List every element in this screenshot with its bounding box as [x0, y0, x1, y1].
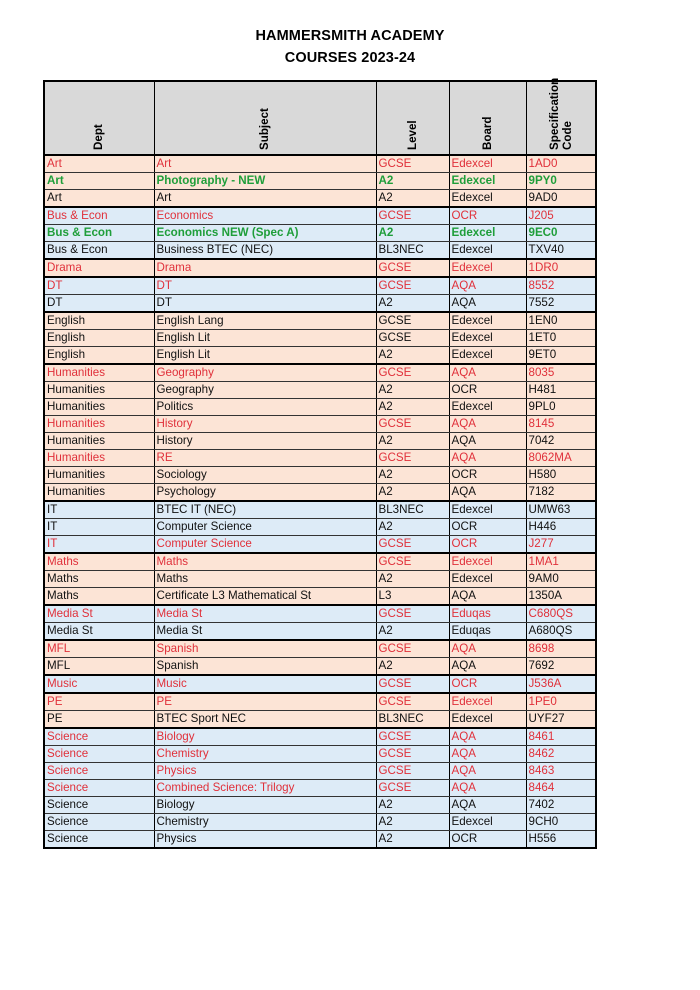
cell-subject: Media St — [154, 605, 376, 623]
cell-subject: Biology — [154, 797, 376, 814]
cell-code: 8552 — [526, 277, 596, 295]
cell-level: A2 — [376, 797, 449, 814]
cell-dept: English — [44, 312, 154, 330]
cell-code: 9AM0 — [526, 571, 596, 588]
cell-dept: Humanities — [44, 399, 154, 416]
table-row — [44, 553, 596, 571]
cell-code: J277 — [526, 536, 596, 554]
table-row — [44, 259, 596, 277]
cell-dept: Media St — [44, 623, 154, 641]
cell-board: AQA — [449, 364, 526, 382]
cell-board: AQA — [449, 416, 526, 433]
cell-level: A2 — [376, 225, 449, 242]
cell-dept: Humanities — [44, 467, 154, 484]
cell-board: Edexcel — [449, 190, 526, 208]
cell-dept: IT — [44, 519, 154, 536]
cell-level: A2 — [376, 295, 449, 313]
cell-board: AQA — [449, 450, 526, 467]
cell-dept: Science — [44, 831, 154, 849]
cell-subject: Politics — [154, 399, 376, 416]
cell-board: AQA — [449, 780, 526, 797]
cell-level: GCSE — [376, 675, 449, 693]
cell-dept: Maths — [44, 588, 154, 606]
table-row — [44, 242, 596, 260]
cell-code: 8035 — [526, 364, 596, 382]
cell-board: AQA — [449, 295, 526, 313]
cell-level: GCSE — [376, 693, 449, 711]
cell-board: OCR — [449, 519, 526, 536]
table-row — [44, 416, 596, 433]
courses-table-body — [44, 155, 596, 848]
cell-level: A2 — [376, 814, 449, 831]
cell-code: 9ET0 — [526, 347, 596, 365]
table-row — [44, 623, 596, 641]
cell-subject: Economics NEW (Spec A) — [154, 225, 376, 242]
cell-dept: Science — [44, 746, 154, 763]
cell-subject: Spanish — [154, 658, 376, 676]
cell-board: Edexcel — [449, 399, 526, 416]
cell-level: GCSE — [376, 207, 449, 225]
cell-dept: Humanities — [44, 382, 154, 399]
cell-subject: Photography - NEW — [154, 173, 376, 190]
table-row — [44, 605, 596, 623]
cell-subject: Computer Science — [154, 519, 376, 536]
cell-subject: Art — [154, 190, 376, 208]
cell-level: A2 — [376, 382, 449, 399]
cell-code: A680QS — [526, 623, 596, 641]
cell-board: Edexcel — [449, 347, 526, 365]
cell-code: 9CH0 — [526, 814, 596, 831]
cell-code: 1ET0 — [526, 330, 596, 347]
cell-level: GCSE — [376, 277, 449, 295]
cell-subject: Biology — [154, 728, 376, 746]
cell-subject: Certificate L3 Mathematical St — [154, 588, 376, 606]
cell-subject: Sociology — [154, 467, 376, 484]
cell-code: 1PE0 — [526, 693, 596, 711]
cell-level: A2 — [376, 484, 449, 502]
table-row — [44, 814, 596, 831]
cell-code: 7402 — [526, 797, 596, 814]
table-row — [44, 312, 596, 330]
cell-dept: Drama — [44, 259, 154, 277]
table-row — [44, 640, 596, 658]
cell-subject: Chemistry — [154, 746, 376, 763]
cell-board: Eduqas — [449, 605, 526, 623]
cell-board: AQA — [449, 640, 526, 658]
cell-code: 8462 — [526, 746, 596, 763]
cell-code: 9EC0 — [526, 225, 596, 242]
cell-code: 9PY0 — [526, 173, 596, 190]
cell-board: Edexcel — [449, 501, 526, 519]
cell-board: Edexcel — [449, 312, 526, 330]
table-row — [44, 450, 596, 467]
cell-dept: IT — [44, 501, 154, 519]
header-subject-label: Subject — [258, 108, 271, 150]
cell-subject: DT — [154, 277, 376, 295]
cell-board: Edexcel — [449, 814, 526, 831]
cell-board: OCR — [449, 207, 526, 225]
cell-level: A2 — [376, 658, 449, 676]
table-row — [44, 658, 596, 676]
cell-board: OCR — [449, 536, 526, 554]
cell-dept: Science — [44, 728, 154, 746]
cell-level: A2 — [376, 347, 449, 365]
table-row — [44, 831, 596, 849]
table-row — [44, 399, 596, 416]
cell-subject: History — [154, 416, 376, 433]
cell-dept: DT — [44, 295, 154, 313]
cell-code: 8145 — [526, 416, 596, 433]
cell-dept: Art — [44, 173, 154, 190]
cell-dept: PE — [44, 693, 154, 711]
cell-code: 8062MA — [526, 450, 596, 467]
cell-dept: MFL — [44, 658, 154, 676]
cell-level: GCSE — [376, 450, 449, 467]
cell-level: GCSE — [376, 728, 449, 746]
table-row — [44, 780, 596, 797]
table-row — [44, 467, 596, 484]
header-spec-code — [526, 77, 596, 155]
cell-dept: IT — [44, 536, 154, 554]
cell-level: GCSE — [376, 780, 449, 797]
cell-dept: Art — [44, 155, 154, 173]
cell-dept: Media St — [44, 605, 154, 623]
cell-dept: Science — [44, 814, 154, 831]
cell-level: GCSE — [376, 763, 449, 780]
document-subtitle: COURSES 2023-24 — [284, 50, 416, 66]
cell-code: 8461 — [526, 728, 596, 746]
cell-code: 7042 — [526, 433, 596, 450]
cell-code: H446 — [526, 519, 596, 536]
cell-subject: Drama — [154, 259, 376, 277]
cell-subject: Spanish — [154, 640, 376, 658]
cell-dept: Bus & Econ — [44, 225, 154, 242]
cell-dept: Science — [44, 780, 154, 797]
cell-board: Edexcel — [449, 553, 526, 571]
cell-board: AQA — [449, 763, 526, 780]
cell-subject: Computer Science — [154, 536, 376, 554]
cell-level: A2 — [376, 571, 449, 588]
cell-level: A2 — [376, 519, 449, 536]
cell-dept: Maths — [44, 571, 154, 588]
cell-subject: Maths — [154, 571, 376, 588]
cell-dept: Art — [44, 190, 154, 208]
cell-level: GCSE — [376, 746, 449, 763]
header-dept-label: Dept — [92, 124, 106, 150]
cell-subject: Geography — [154, 382, 376, 399]
header-row — [44, 81, 596, 155]
cell-code: 8463 — [526, 763, 596, 780]
table-row — [44, 711, 596, 729]
cell-board: AQA — [449, 484, 526, 502]
cell-code: J536A — [526, 675, 596, 693]
cell-code: H481 — [526, 382, 596, 399]
cell-dept: Humanities — [44, 364, 154, 382]
cell-board: OCR — [449, 675, 526, 693]
cell-code: 1EN0 — [526, 312, 596, 330]
cell-code: 9AD0 — [526, 190, 596, 208]
cell-dept: Science — [44, 797, 154, 814]
cell-level: GCSE — [376, 364, 449, 382]
cell-board: Edexcel — [449, 259, 526, 277]
cell-code: 8464 — [526, 780, 596, 797]
cell-code: UYF27 — [526, 711, 596, 729]
cell-subject: English Lit — [154, 347, 376, 365]
cell-subject: Music — [154, 675, 376, 693]
cell-code: 1AD0 — [526, 155, 596, 173]
table-row — [44, 207, 596, 225]
table-row — [44, 155, 596, 173]
table-row — [44, 746, 596, 763]
document-title: HAMMERSMITH ACADEMY — [255, 28, 445, 44]
table-row — [44, 728, 596, 746]
cell-subject: RE — [154, 450, 376, 467]
cell-subject: BTEC Sport NEC — [154, 711, 376, 729]
table-row — [44, 675, 596, 693]
cell-level: BL3NEC — [376, 242, 449, 260]
cell-board: AQA — [449, 746, 526, 763]
cell-code: H556 — [526, 831, 596, 849]
table-row — [44, 347, 596, 365]
cell-board: AQA — [449, 588, 526, 606]
cell-subject: Media St — [154, 623, 376, 641]
cell-subject: English Lang — [154, 312, 376, 330]
cell-dept: Science — [44, 763, 154, 780]
header-board — [449, 81, 526, 155]
cell-board: Edexcel — [449, 330, 526, 347]
cell-dept: PE — [44, 711, 154, 729]
table-row — [44, 382, 596, 399]
cell-dept: Bus & Econ — [44, 242, 154, 260]
cell-subject: Business BTEC (NEC) — [154, 242, 376, 260]
cell-dept: MFL — [44, 640, 154, 658]
cell-subject: Physics — [154, 831, 376, 849]
cell-level: GCSE — [376, 259, 449, 277]
table-row — [44, 693, 596, 711]
cell-dept: Music — [44, 675, 154, 693]
cell-code: 7692 — [526, 658, 596, 676]
cell-level: A2 — [376, 831, 449, 849]
header-spec-line-1: Specification — [547, 77, 561, 150]
header-subject — [154, 81, 376, 155]
cell-level: GCSE — [376, 536, 449, 554]
cell-subject: Art — [154, 155, 376, 173]
cell-dept: English — [44, 330, 154, 347]
header-spec-code-label — [548, 78, 574, 150]
cell-board: OCR — [449, 831, 526, 849]
cell-code: UMW63 — [526, 501, 596, 519]
cell-level: A2 — [376, 399, 449, 416]
header-board-label: Board — [480, 116, 494, 150]
cell-level: GCSE — [376, 416, 449, 433]
table-row — [44, 173, 596, 190]
cell-subject: Economics — [154, 207, 376, 225]
table-row — [44, 501, 596, 519]
cell-board: OCR — [449, 382, 526, 399]
cell-subject: DT — [154, 295, 376, 313]
table-row — [44, 797, 596, 814]
cell-level: A2 — [376, 623, 449, 641]
cell-subject: PE — [154, 693, 376, 711]
table-row — [44, 277, 596, 295]
table-row — [44, 330, 596, 347]
cell-level: GCSE — [376, 553, 449, 571]
cell-code: J205 — [526, 207, 596, 225]
cell-code: 1350A — [526, 588, 596, 606]
cell-level: GCSE — [376, 640, 449, 658]
table-row — [44, 295, 596, 313]
cell-board: Edexcel — [449, 242, 526, 260]
cell-level: L3 — [376, 588, 449, 606]
cell-dept: Humanities — [44, 416, 154, 433]
cell-dept: Humanities — [44, 484, 154, 502]
table-row — [44, 536, 596, 554]
cell-code: TXV40 — [526, 242, 596, 260]
cell-board: Eduqas — [449, 623, 526, 641]
table-row — [44, 484, 596, 502]
cell-level: A2 — [376, 173, 449, 190]
cell-dept: Humanities — [44, 433, 154, 450]
cell-board: Edexcel — [449, 155, 526, 173]
cell-board: AQA — [449, 658, 526, 676]
cell-code: H580 — [526, 467, 596, 484]
cell-subject: Maths — [154, 553, 376, 571]
table-row — [44, 519, 596, 536]
table-row — [44, 571, 596, 588]
cell-level: GCSE — [376, 605, 449, 623]
cell-code: 1DR0 — [526, 259, 596, 277]
cell-level: GCSE — [376, 312, 449, 330]
cell-code: 8698 — [526, 640, 596, 658]
table-row — [44, 433, 596, 450]
cell-board: Edexcel — [449, 571, 526, 588]
cell-level: BL3NEC — [376, 711, 449, 729]
cell-board: OCR — [449, 467, 526, 484]
cell-dept: Maths — [44, 553, 154, 571]
header-level-label: Level — [405, 120, 419, 150]
cell-level: GCSE — [376, 155, 449, 173]
cell-subject: English Lit — [154, 330, 376, 347]
cell-board: Edexcel — [449, 225, 526, 242]
table-row — [44, 225, 596, 242]
cell-dept: Bus & Econ — [44, 207, 154, 225]
cell-subject: Psychology — [154, 484, 376, 502]
cell-board: AQA — [449, 277, 526, 295]
cell-level: GCSE — [376, 330, 449, 347]
cell-code: 7552 — [526, 295, 596, 313]
cell-board: Edexcel — [449, 173, 526, 190]
header-dept — [44, 81, 154, 155]
cell-subject: History — [154, 433, 376, 450]
header-level — [376, 81, 449, 155]
cell-subject: Combined Science: Trilogy — [154, 780, 376, 797]
cell-subject: Geography — [154, 364, 376, 382]
cell-level: A2 — [376, 433, 449, 450]
cell-code: 1MA1 — [526, 553, 596, 571]
cell-code: C680QS — [526, 605, 596, 623]
table-row — [44, 190, 596, 208]
cell-level: A2 — [376, 190, 449, 208]
table-row — [44, 588, 596, 606]
cell-code: 7182 — [526, 484, 596, 502]
table-row — [44, 763, 596, 780]
cell-dept: DT — [44, 277, 154, 295]
courses-table — [43, 77, 597, 849]
cell-board: AQA — [449, 728, 526, 746]
cell-board: Edexcel — [449, 711, 526, 729]
cell-dept: Humanities — [44, 450, 154, 467]
cell-level: BL3NEC — [376, 501, 449, 519]
cell-board: AQA — [449, 797, 526, 814]
cell-level: A2 — [376, 467, 449, 484]
header-spec-line-2: Code — [560, 121, 574, 150]
cell-code: 9PL0 — [526, 399, 596, 416]
cell-subject: Physics — [154, 763, 376, 780]
cell-subject: BTEC IT (NEC) — [154, 501, 376, 519]
cell-subject: Chemistry — [154, 814, 376, 831]
table-row — [44, 364, 596, 382]
cell-dept: English — [44, 347, 154, 365]
cell-board: Edexcel — [449, 693, 526, 711]
cell-board: AQA — [449, 433, 526, 450]
